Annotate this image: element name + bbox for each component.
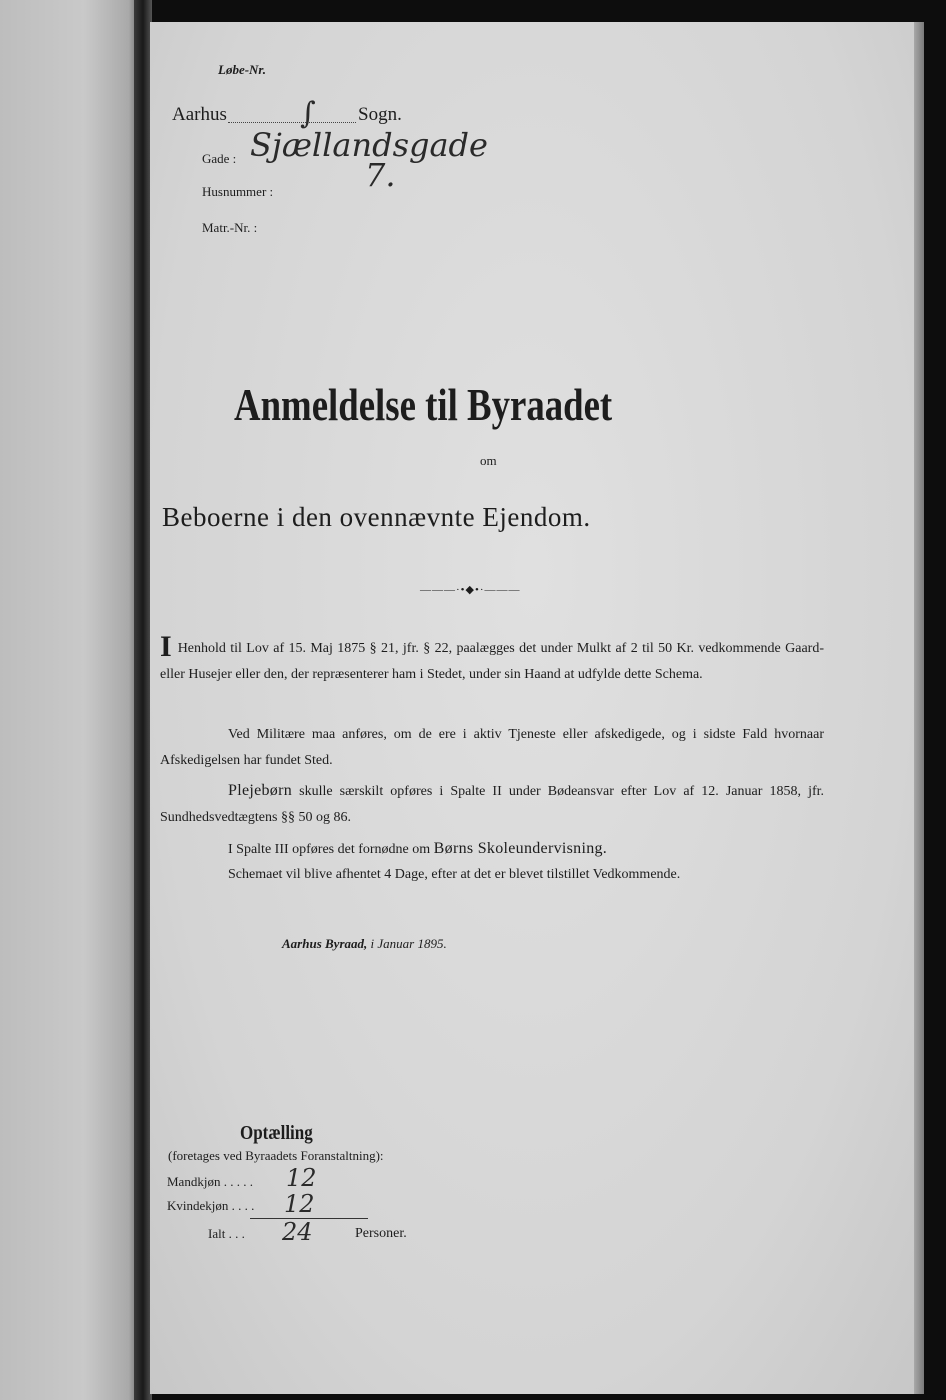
drop-cap: I	[160, 630, 172, 663]
paragraph-3-text: skulle særskilt opføres i Spalte II under Bødeansvar efter Lov af 12. Januar 1858, jfr. Sundhedsvedtægtens §§ 50 og 86.	[160, 784, 825, 825]
count-title: Optælling	[240, 1122, 313, 1144]
husnummer-value: 7.	[365, 156, 396, 194]
ialt-label: Ialt . . .	[208, 1226, 245, 1241]
mandkjon-value: 12	[286, 1164, 317, 1192]
gade-value: Sjællandsgade	[250, 126, 488, 164]
paragraph-1-text: Henhold til Lov af 15. Maj 1875 § 21, jfr. § 22, paalægges det under Mulkt af 2 til 50 Kr. vedkommende Gaard- eller Husejer eller den, der repræsenterer ham i Stedet, under sin Haand at udfylde dette Schema.	[160, 641, 824, 682]
signature-line	[282, 936, 447, 952]
paragraph-4	[228, 836, 824, 863]
paragraph-1	[160, 630, 824, 688]
paragraph-3	[160, 778, 824, 831]
kvindekjon-value: 12	[284, 1190, 315, 1218]
skoleundervisning-emphasis: Børns Skoleundervisning.	[433, 840, 608, 857]
mandkjon-label: Mandkjøn . . . . .	[167, 1174, 253, 1189]
signature-name: Aarhus Byraad,	[282, 936, 368, 951]
city-label: Aarhus	[172, 104, 227, 125]
document-page	[150, 22, 914, 1394]
paragraph-4-text: I Spalte III opføres det fornødne om	[228, 842, 431, 857]
sogn-label: Sogn.	[358, 104, 402, 125]
sogn-field-line	[228, 122, 356, 123]
left-facing-page	[0, 0, 140, 1400]
sogn-value: ∫	[300, 96, 316, 131]
ornament-divider: ———·•◆•·———	[420, 584, 521, 596]
personer-label: Personer.	[355, 1226, 407, 1241]
page-title: Anmeldelse til Byraadet	[234, 379, 613, 430]
page-subtitle: Beboerne i den ovennævnte Ejendom.	[162, 502, 591, 532]
plejeborn-emphasis: Plejebørn	[228, 782, 293, 799]
matr-nr-label: Matr.-Nr. :	[202, 220, 258, 235]
count-subtitle: (foretages ved Byraadets Foranstaltning):	[168, 1148, 384, 1163]
page-edge	[914, 22, 924, 1394]
signature-date: i Januar 1895.	[370, 936, 447, 951]
ialt-value: 24	[282, 1218, 313, 1246]
gade-label: Gade :	[202, 151, 237, 166]
paragraph-2: Ved Militære maa anføres, om de ere i aktiv Tjeneste eller afskedigede, og i sidste Fald hvornaar Afskedigelsen har fundet Sted.	[160, 727, 824, 768]
lobe-nr-label: Løbe-Nr.	[218, 62, 267, 77]
husnummer-label: Husnummer :	[202, 184, 274, 199]
kvindekjon-label: Kvindekjøn . . . .	[167, 1198, 255, 1213]
paragraph-5: Schemaet vil blive afhentet 4 Dage, efter at det er blevet tilstillet Vedkommende.	[228, 867, 681, 882]
title-connector: om	[480, 453, 497, 468]
